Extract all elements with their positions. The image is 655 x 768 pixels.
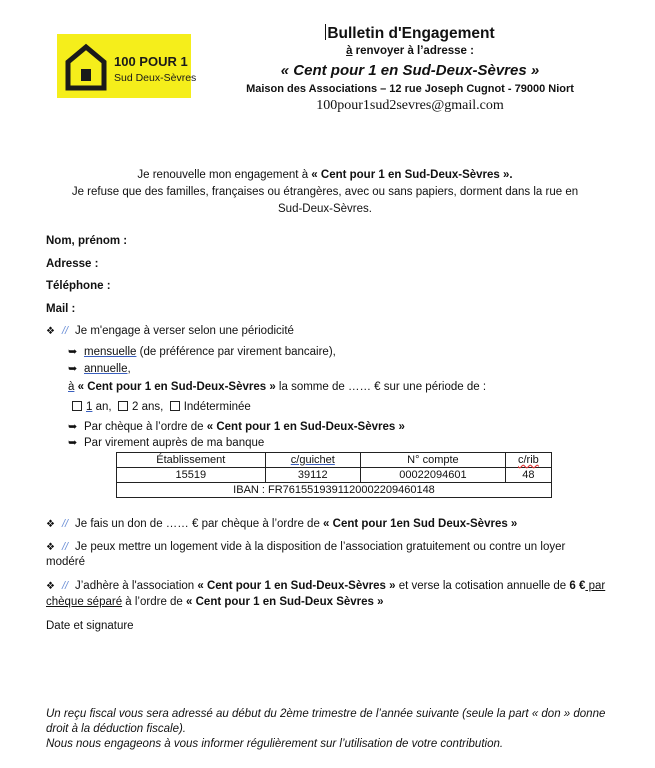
housing-line2: modéré	[46, 556, 85, 568]
value-cell-rib: 48	[505, 468, 551, 483]
transfer-label: Par virement auprès de ma banque	[84, 437, 265, 449]
diamond-bullet-icon: ❖	[46, 326, 55, 337]
period-row	[72, 401, 251, 413]
table-row	[117, 483, 552, 498]
table-row	[117, 468, 552, 483]
pen-icon: //	[62, 541, 69, 553]
subtitle-b: renvoyer à l’adresse :	[352, 45, 474, 57]
housing-line1: Je peux mettre un logement vide à la disposition de l’association gratuitement ou contre un loyer	[75, 541, 566, 553]
pen-icon: //	[62, 518, 69, 530]
housing-row	[46, 541, 565, 553]
cheque-a: Par chèque à l’ordre de	[84, 421, 207, 433]
arrow-icon: ➥	[68, 421, 78, 433]
logo	[57, 34, 197, 98]
donation-b: « Cent pour 1en Sud Deux-Sèvres »	[323, 518, 518, 530]
footer-line3: Nous nous engageons à vous informer régulièrement sur l’utilisation de votre contribution.	[46, 738, 504, 750]
header-cell-guichet	[265, 453, 360, 468]
arrow-icon: ➥	[68, 346, 78, 358]
mail-field[interactable]: Mail :	[46, 303, 76, 315]
header-cell-etablissement: Établissement	[117, 453, 266, 468]
subtitle-a: à	[346, 45, 353, 57]
period-2: 2 ans,	[131, 401, 164, 413]
pen-icon: //	[62, 325, 69, 337]
address: Maison des Associations – 12 rue Joseph Cugnot - 79000 Niort	[246, 83, 574, 95]
membership-h: « Cent pour 1 en Sud-Deux Sèvres »	[186, 596, 384, 608]
monthly-option[interactable]	[68, 345, 336, 358]
header-cell-compte: N° compte	[361, 453, 506, 468]
intro-line3: Sud-Deux-Sèvres.	[278, 203, 372, 215]
checkbox-indeterminate[interactable]	[170, 401, 180, 411]
donation-a: Je fais un don de …… € par chèque à l’ordre de	[75, 518, 324, 530]
arrow-icon: ➥	[68, 437, 78, 449]
intro-line2: Je refuse que des familles, françaises ou étrangères, avec ou sans papiers, dorment dans la rue en	[71, 186, 579, 198]
checkbox-2-years[interactable]	[118, 401, 128, 411]
intro-line1	[40, 167, 610, 184]
membership-e: par	[585, 580, 606, 592]
header-guichet-text: c/guichet	[290, 454, 335, 466]
sum-b: « Cent pour 1 en Sud-Deux-Sèvres »	[77, 381, 276, 393]
cheque-b: « Cent pour 1 en Sud-Deux-Sèvres »	[206, 421, 405, 433]
membership-b: « Cent pour 1 en Sud-Deux-Sèvres »	[197, 580, 396, 592]
email-address: 100pour1sud2sevres@gmail.com	[316, 98, 504, 113]
cheque-option[interactable]	[68, 420, 405, 433]
value-cell-etablissement: 15519	[117, 468, 266, 483]
page-title-text: Bulletin d'Engagement	[327, 25, 495, 42]
membership-row-2	[46, 596, 384, 608]
footer-line1: Un reçu fiscal vous sera adressé au début du 2ème trimestre de l’année suivante (seule la part « don » donne	[46, 708, 606, 720]
diamond-bullet-icon: ❖	[46, 519, 55, 530]
membership-g: à l’ordre de	[122, 596, 187, 608]
membership-d: 6 €	[569, 580, 586, 592]
arrow-icon: ➥	[68, 363, 78, 375]
period-3: Indéterminée	[183, 401, 251, 413]
value-cell-compte: 00022094601	[361, 468, 506, 483]
phone-field[interactable]: Téléphone :	[46, 280, 111, 292]
monthly-label: mensuelle	[84, 346, 137, 358]
sum-a: à	[68, 381, 75, 393]
header-cell-rib	[505, 453, 551, 468]
bank-table	[116, 452, 552, 498]
sum-c: la somme de …… € sur une période de :	[275, 381, 487, 393]
transfer-option[interactable]	[68, 436, 264, 449]
intro-line1-b: « Cent pour 1 en Sud-Deux-Sèvres ».	[311, 169, 513, 181]
membership-a: J’adhère à l'association	[75, 580, 198, 592]
sum-row	[68, 381, 486, 393]
name-field[interactable]: Nom, prénom :	[46, 235, 128, 247]
value-cell-guichet: 39112	[265, 468, 360, 483]
annual-suffix: ,	[127, 363, 131, 375]
membership-c: et verse la cotisation annuelle de	[395, 580, 570, 592]
house-icon	[64, 42, 108, 92]
logo-line2: Sud Deux-Sèvres	[114, 72, 197, 84]
footer-line2: droit à la déduction fiscale).	[46, 723, 186, 735]
engagement-row	[46, 325, 294, 337]
association-name: « Cent pour 1 en Sud-Deux-Sèvres »	[280, 62, 540, 79]
diamond-bullet-icon: ❖	[46, 542, 55, 553]
diamond-bullet-icon: ❖	[46, 581, 55, 592]
annual-option[interactable]	[68, 362, 131, 375]
period-1: 1	[86, 401, 93, 413]
logo-line1: 100 POUR 1	[114, 54, 188, 69]
period-1b: an,	[92, 401, 112, 413]
table-row	[117, 453, 552, 468]
signature-label: Date et signature	[46, 620, 134, 632]
annual-label: annuelle	[84, 363, 128, 375]
monthly-note: (de préférence par virement bancaire),	[136, 346, 336, 358]
membership-row	[46, 580, 605, 592]
iban-cell: IBAN : FR7615519391120002209460148	[117, 483, 552, 498]
header-rib-text: c/rib	[518, 454, 539, 466]
engagement-text: Je m'engage à verser selon une périodicité	[75, 325, 294, 337]
address-field[interactable]: Adresse :	[46, 258, 99, 270]
donation-row	[46, 518, 517, 530]
membership-f: chèque séparé	[46, 596, 123, 608]
checkbox-1-year[interactable]	[72, 401, 82, 411]
intro-line1-a: Je renouvelle mon engagement à	[137, 169, 312, 181]
page-title	[180, 24, 640, 43]
pen-icon: //	[62, 580, 69, 592]
subtitle	[180, 45, 640, 57]
